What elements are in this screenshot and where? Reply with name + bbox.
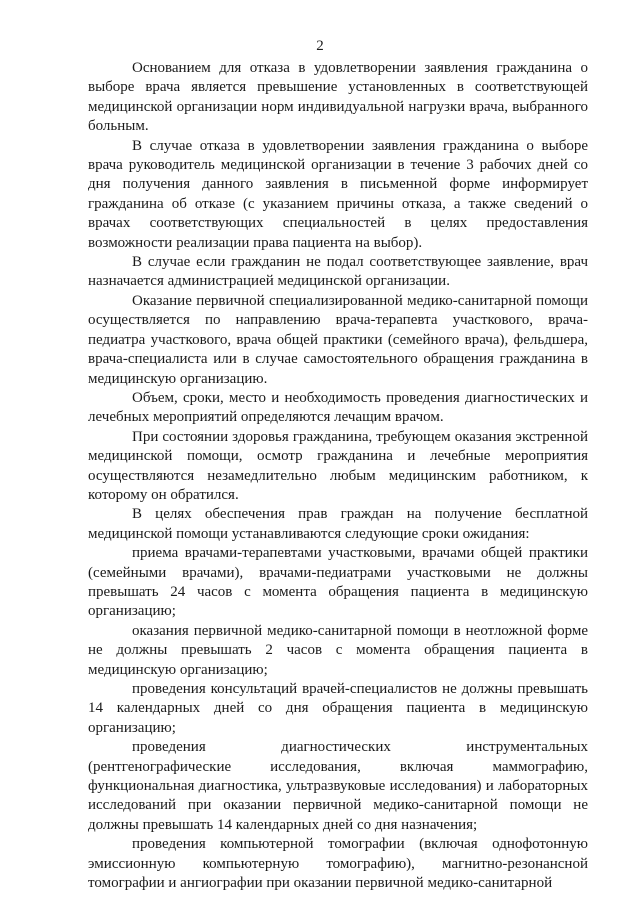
document-body xyxy=(88,59,588,893)
paragraph: Объем, сроки, место и необходимость проведения диагностических и лечебных мероприятий определяются лечащим врачом. xyxy=(88,389,588,426)
paragraph: В целях обеспечения прав граждан на получение бесплатной медицинской помощи устанавливаются следующие сроки ожидания: xyxy=(88,506,588,542)
paragraph: оказания первичной медико-санитарной помощи в неотложной форме не должны превышать 2 часов с момента обращения пациента в медицинскую организацию; xyxy=(88,622,588,678)
paragraph: проведения компьютерной томографии (включая однофотонную эмиссионную компьютерную томографию), магнитно-резонансной томографии и ангиографии при оказании первичной медико-санитарной xyxy=(88,836,588,892)
paragraph: В случае отказа в удовлетворении заявления гражданина о выборе врача руководитель медицинской организации в течение 3 рабочих дней со дня получения данного заявления в письменной форме информирует гражданина об отказе (с указанием причины отказа, а также сведений о врачах соответствующих специальностей в целях предоставления возможности реализации права пациента на выбор). xyxy=(88,137,588,251)
paragraph: В случае если гражданин не подал соответствующее заявление, врач назначается администрацией медицинской организации. xyxy=(88,254,588,290)
paragraph: проведения консультаций врачей-специалистов не должны превышать 14 календарных дней со дня обращения пациента в медицинскую организацию; xyxy=(88,681,588,736)
paragraph: приема врачами-терапевтами участковыми, врачами общей практики (семейными врачами), врачами-педиатрами участковыми не должны превышать 24 часов с момента обращения пациента в медицинскую организацию; xyxy=(88,545,588,620)
paragraph: проведения диагностических инструментальных (рентгенографические исследования, включая маммографию, функциональная диагностика, ультразвуковые исследования) и лабораторных исследований при оказании первичной медико-санитарной помощи не должны превышать 14 календарных дней со дня назначения; xyxy=(88,739,588,833)
paragraph: При состоянии здоровья гражданина, требующем оказания экстренной медицинской помощи, осмотр гражданина и лечебные мероприятия осуществляются незамедлительно любым медицинским работником, к которому он обратился. xyxy=(88,428,588,503)
paragraph: Основанием для отказа в удовлетворении заявления гражданина о выборе врача является превышение установленных в соответствующей медицинской организации норм индивидуальной нагрузки врача, выбранного больным. xyxy=(88,60,588,135)
paragraph: Оказание первичной специализированной медико-санитарной помощи осуществляется по направлению врача-терапевта участкового, врача-педиатра участкового, врача общей практики (семейного врача), фельдшера, врача-специалиста или в случае самостоятельного обращения гражданина в медицинскую организацию. xyxy=(88,292,588,387)
page-number: 2 xyxy=(316,38,324,54)
